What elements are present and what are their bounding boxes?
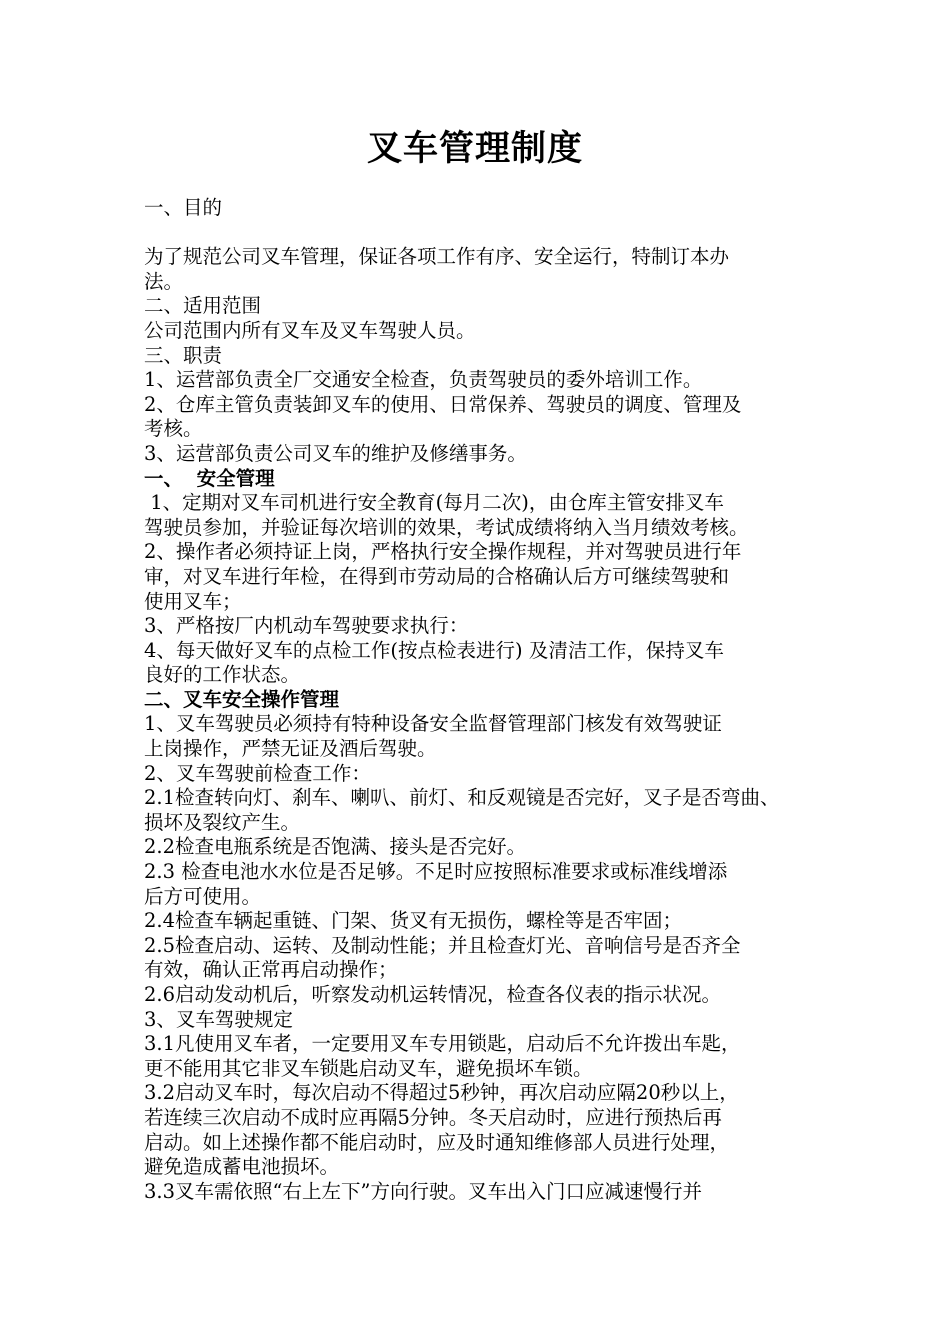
document-title: 叉车管理制度 bbox=[366, 128, 583, 169]
document-body bbox=[144, 196, 834, 1204]
paragraph-line: 2、仓库主管负责装卸叉车的使用、日常保养、驾驶员的调度、管理及 bbox=[144, 392, 742, 416]
paragraph-line: 1、定期对叉车司机进行安全教育(每月二次)，由仓库主管安排叉车 bbox=[144, 491, 724, 515]
paragraph-line: 有效，确认正常再启动操作； bbox=[144, 958, 398, 982]
blank-line bbox=[144, 221, 834, 246]
paragraph-line: 2.1检查转向灯、刹车、喇叭、前灯、和反观镜是否完好，叉子是否弯曲、 bbox=[144, 786, 780, 810]
paragraph-line: 公司范围内所有叉车及叉车驾驶人员。 bbox=[144, 318, 476, 342]
paragraph-line: 上岗操作，严禁无证及酒后驾驶。 bbox=[144, 737, 437, 761]
paragraph-line: 3.3叉车需依照“右上左下”方向行驶。叉车出入门口应减速慢行并 bbox=[144, 1179, 702, 1203]
paragraph-line: 4、每天做好叉车的点检工作(按点检表进行) 及清洁工作，保持叉车 bbox=[144, 638, 724, 662]
heading-driving-rules: 3、叉车驾驶规定 bbox=[144, 1007, 293, 1031]
paragraph-line: 启动。如上述操作都不能启动时，应及时通知维修部人员进行处理， bbox=[144, 1130, 730, 1154]
paragraph-line: 1、运营部负责全厂交通安全检查，负责驾驶员的委外培训工作。 bbox=[144, 368, 703, 392]
paragraph-line: 为了规范公司叉车管理，保证各项工作有序、安全运行，特制订本办 bbox=[144, 245, 730, 269]
paragraph-line: 1、叉车驾驶员必须持有特种设备安全监督管理部门核发有效驾驶证 bbox=[144, 712, 722, 736]
paragraph-line: 后方可使用。 bbox=[144, 884, 262, 908]
heading-scope: 二、适用范围 bbox=[144, 294, 262, 318]
heading-responsibilities: 三、职责 bbox=[144, 343, 223, 367]
heading-safe-operation: 二、叉车安全操作管理 bbox=[144, 687, 340, 711]
paragraph-line: 2.3 检查电池水水位是否足够。不足时应按照标准要求或标准线增添 bbox=[144, 860, 728, 884]
paragraph-line: 使用叉车； bbox=[144, 589, 242, 613]
paragraph-line: 2、操作者必须持证上岗，严格执行安全操作规程，并对驾驶员进行年 bbox=[144, 540, 742, 564]
paragraph-line: 法。 bbox=[144, 269, 184, 293]
paragraph-line: 3.2启动叉车时，每次启动不得超过5秒钟，再次启动应隔20秒以上， bbox=[144, 1081, 739, 1105]
paragraph-line: 审，对叉车进行年检，在得到市劳动局的合格确认后方可继续驾驶和 bbox=[144, 564, 730, 588]
paragraph-line: 考核。 bbox=[144, 417, 203, 441]
paragraph-line: 2、叉车驾驶前检查工作： bbox=[144, 761, 371, 785]
paragraph-line: 若连续三次启动不成时应再隔5分钟。冬天启动时，应进行预热后再 bbox=[144, 1105, 722, 1129]
paragraph-line: 2.5检查启动、运转、及制动性能；并且检查灯光、音响信号是否齐全 bbox=[144, 933, 741, 957]
paragraph-line: 2.4检查车辆起重链、门架、货叉有无损伤，螺栓等是否牢固； bbox=[144, 909, 683, 933]
heading-purpose: 一、目的 bbox=[144, 196, 223, 219]
paragraph-line: 2.2检查电瓶系统是否饱满、接头是否完好。 bbox=[144, 835, 527, 859]
paragraph-line: 3、运营部负责公司叉车的维护及修缮事务。 bbox=[144, 441, 527, 465]
paragraph-line: 驾驶员参加，并验证每次培训的效果，考试成绩将纳入当月绩效考核。 bbox=[144, 515, 749, 539]
paragraph-line: 2.6启动发动机后，听察发动机运转情况，检查各仪表的指示状况。 bbox=[144, 983, 722, 1006]
paragraph-line: 良好的工作状态。 bbox=[144, 663, 301, 687]
paragraph-line: 避免造成蓄电池损坏。 bbox=[144, 1155, 340, 1179]
paragraph-line: 3.1凡使用叉车者，一定要用叉车专用锁匙，启动后不允许拨出车匙， bbox=[144, 1032, 741, 1056]
paragraph-line: 损坏及裂纹产生。 bbox=[144, 810, 301, 834]
paragraph-line: 更不能用其它非叉车锁匙启动叉车，避免损坏车锁。 bbox=[144, 1056, 593, 1080]
paragraph-line: 3、严格按厂内机动车驾驶要求执行： bbox=[144, 614, 469, 638]
heading-safety-management: 一、 安全管理 bbox=[144, 466, 275, 490]
